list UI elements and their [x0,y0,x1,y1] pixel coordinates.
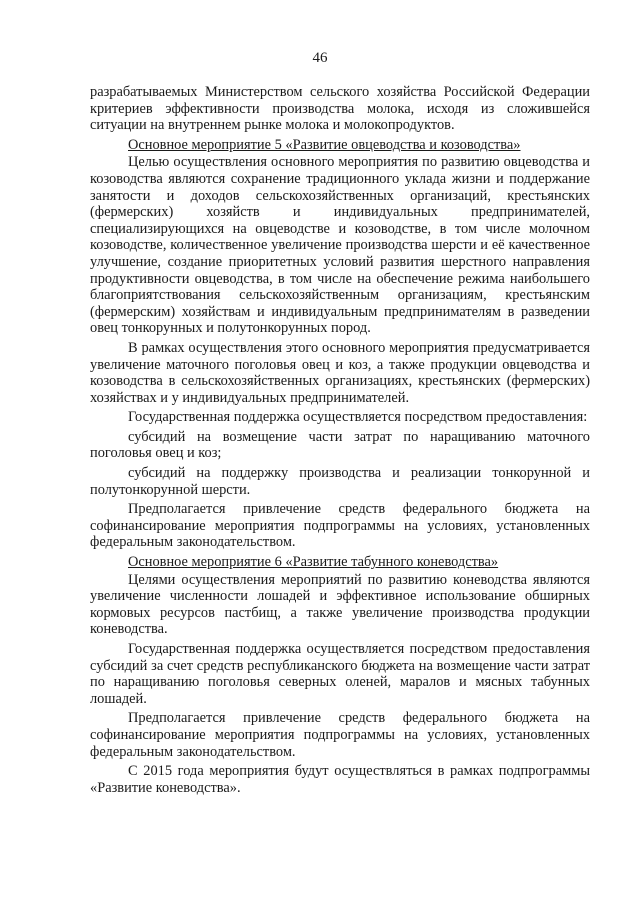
section-heading-6 [90,554,590,571]
paragraph: Целями осуществления мероприятий по развитию коневодства являются увеличение численности лошадей и эффективное использование обширных кормовых ресурсов пастбищ, а также увеличение производства продукции коневодства. [90,571,590,638]
paragraph: Предполагается привлечение средств федерального бюджета на софинансирование мероприятия подпрограммы на условиях, установленных федеральным законодательством. [90,710,590,760]
paragraph: Целью осуществления основного мероприятия по развитию овцеводства и козоводства являются сохранение традиционного уклада жизни и поддержание занятости и доходов сельскохозяйственных организаций, крестьянских (фермерских) хозяйств и индивидуальных предпринимателей, специализирующихся на овцеводстве и козоводстве, в том числе молочном козоводстве, количественное увеличение производства шерсти и её качественное улучшение, создание приоритетных условий развития шерстного направления продуктивности овцеводства, в том числе на обеспечение режима наибольшего благоприятствования сельскохозяйственным организациям, крестьянским (фермерским) хозяйствам и индивидуальным предпринимателям в разведении овец тонкорунных и полутонкорунных пород. [90,154,590,337]
paragraph: В рамках осуществления этого основного мероприятия предусматривается увеличение маточного поголовья овец и коз, а также продукции овцеводства и козоводства в сельскохозяйственных организациях, крестьянских (фермерских) хозяйствах и у индивидуальных предпринимателей. [90,339,590,406]
paragraph: Предполагается привлечение средств федерального бюджета на софинансирование мероприятия подпрограммы на условиях, установленных федеральным законодательством. [90,501,590,551]
section-heading-5-text: Основное мероприятие 5 «Развитие овцеводства и козоводства» [128,136,521,153]
paragraph-continuation: разрабатываемых Министерством сельского хозяйства Российской Федерации критериев эффективности производства молока, исходя из сложившейся ситуации на внутреннем рынке молока и молокопродуктов. [90,84,590,134]
section-heading-6-text: Основное мероприятие 6 «Развитие табунного коневодства» [128,554,499,571]
page-number: 46 [312,50,328,66]
paragraph: Государственная поддержка осуществляется посредством предоставления: [128,409,588,426]
section-heading-5 [90,137,590,154]
list-item-paragraph: субсидий на возмещение части затрат по наращиванию маточного поголовья овец и коз; [90,428,590,462]
list-item-paragraph: субсидий на поддержку производства и реализации тонкорунной и полутонкорунной шерсти. [90,465,590,498]
paragraph: С 2015 года мероприятия будут осуществляться в рамках подпрограммы «Развитие коневодства». [90,763,590,796]
paragraph: Государственная поддержка осуществляется посредством предоставления субсидий за счет средств республиканского бюджета на возмещение части затрат по наращиванию поголовья северных оленей, маралов и мясных табунных лошадей. [90,641,590,707]
document-body [90,84,590,799]
